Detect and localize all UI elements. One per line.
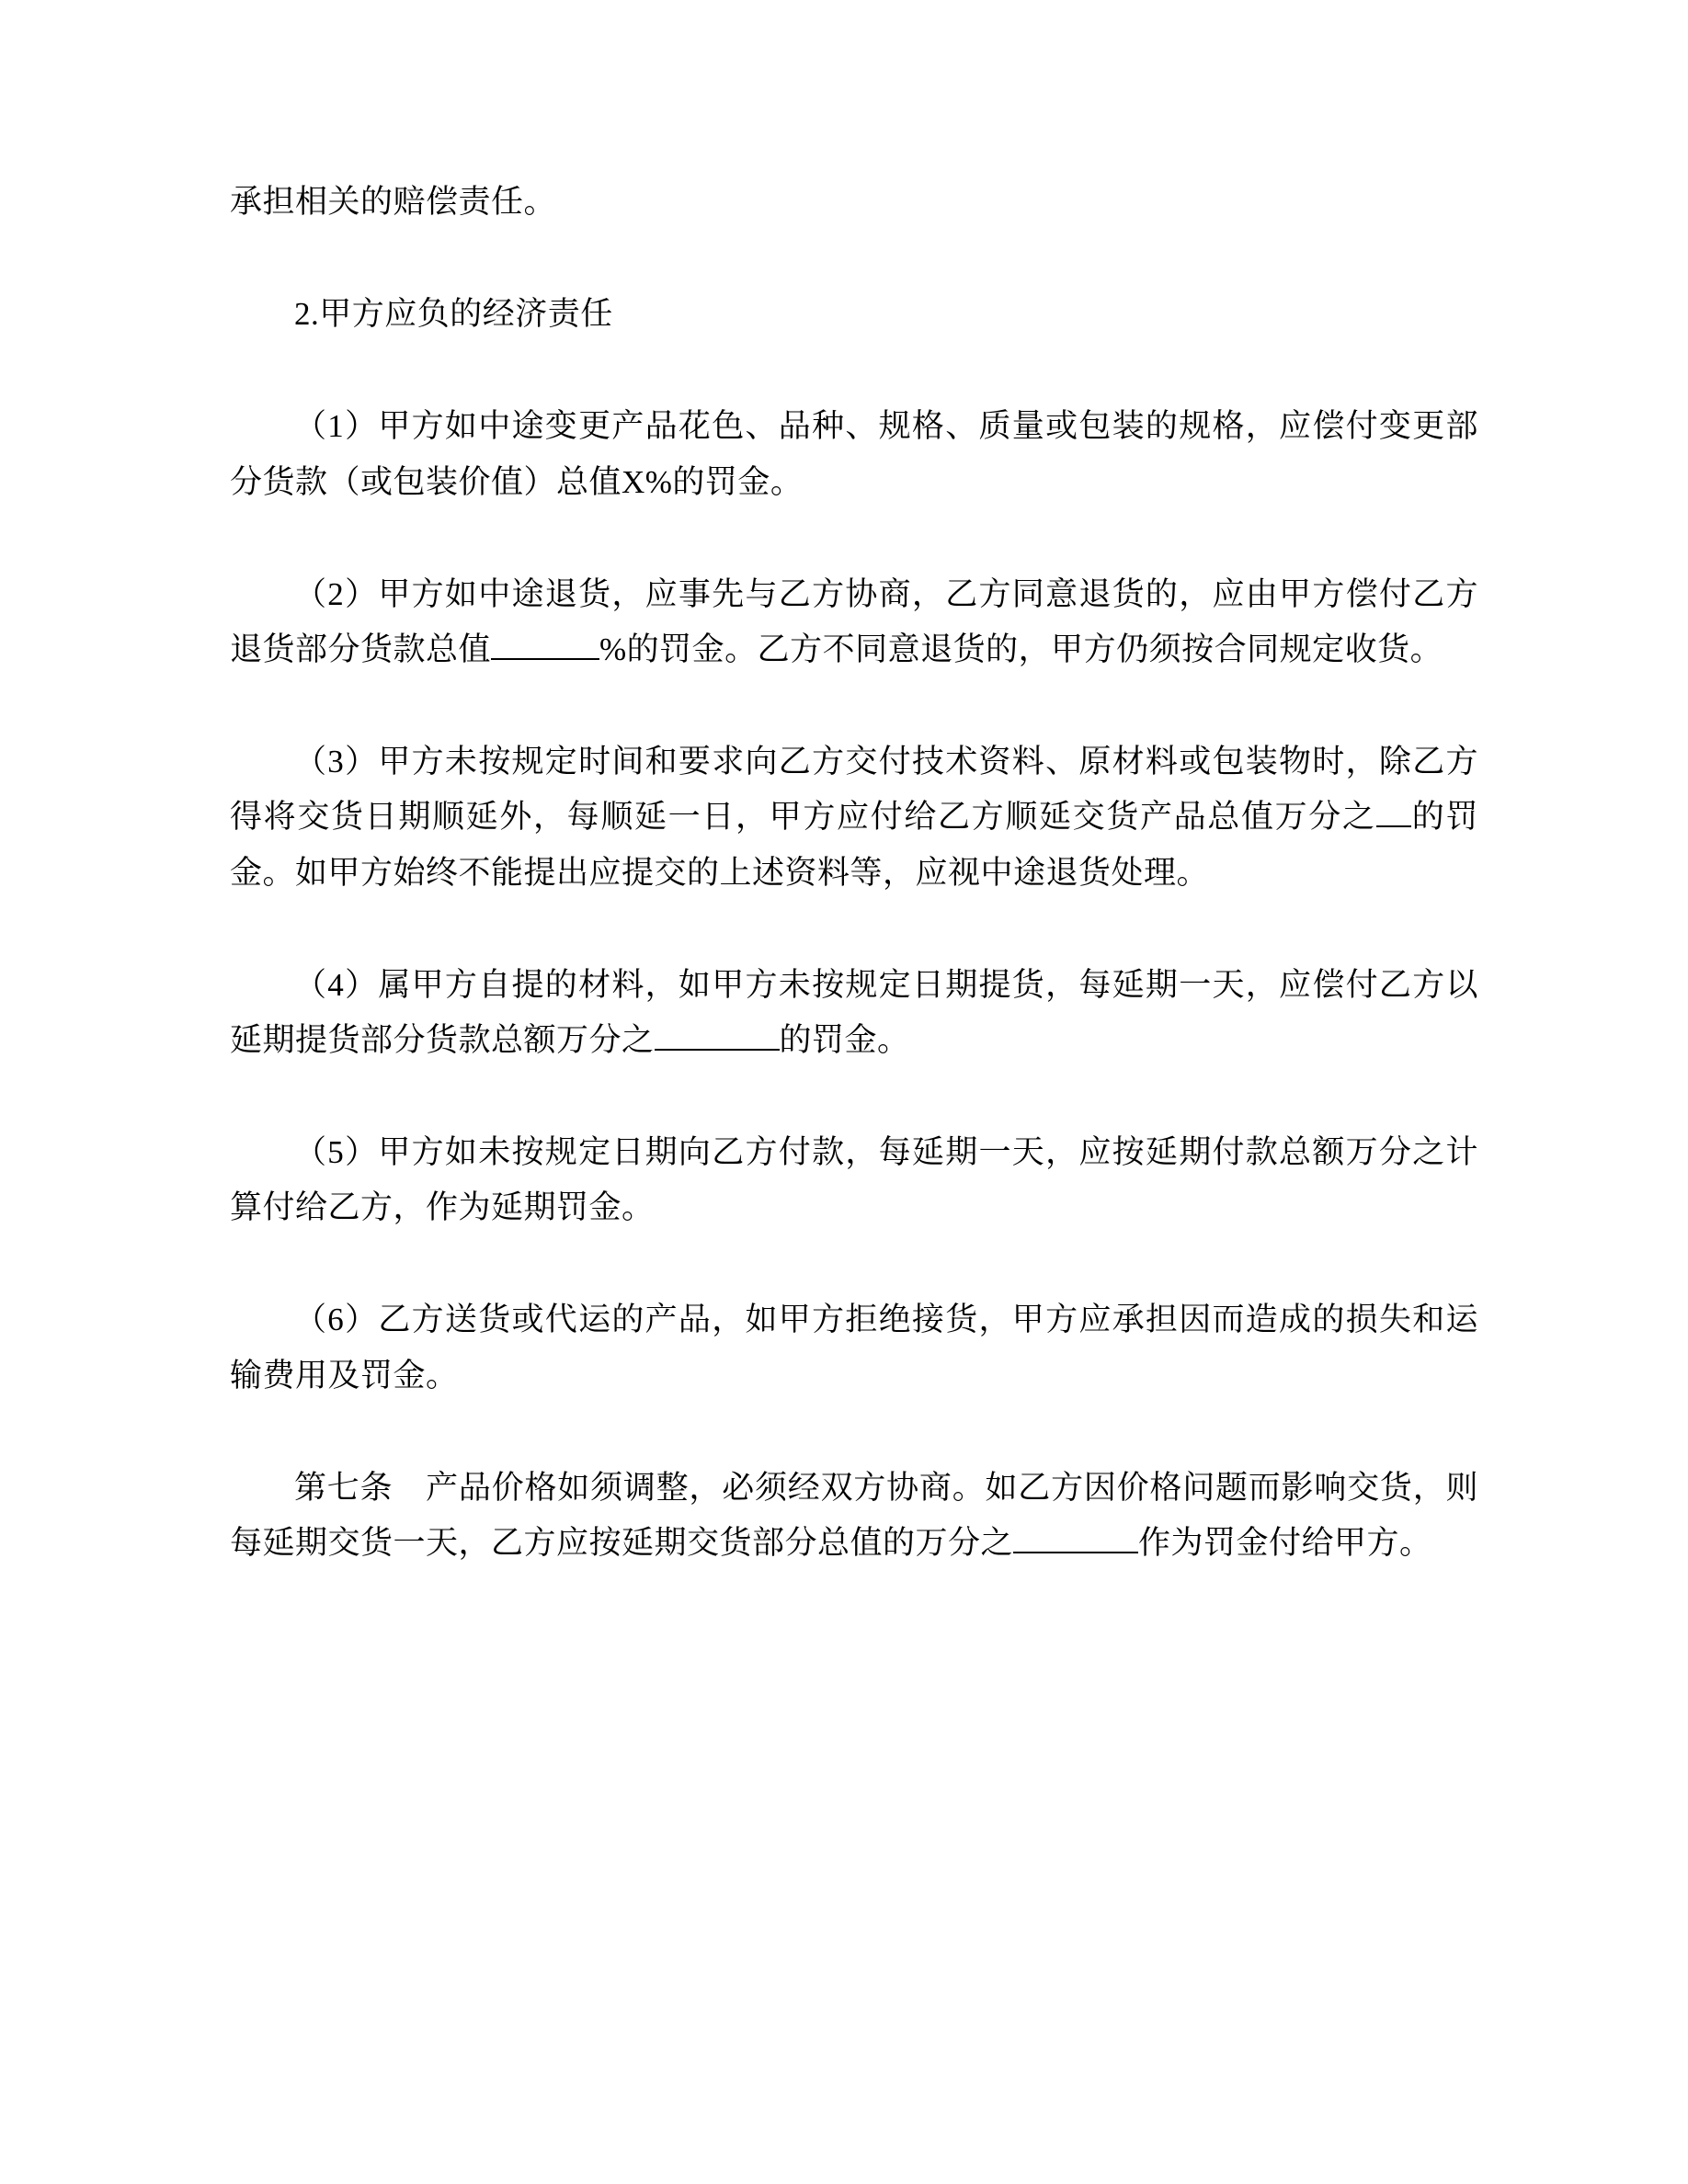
fill-in-blank	[491, 658, 599, 660]
paragraph-text: 2.甲方应负的经济责任	[294, 296, 613, 333]
paragraph-text: （2）甲方如中途退货，应事先与乙方协商，乙方同意退货的，应由甲方偿付乙方退货部分货款总值	[230, 575, 1478, 667]
paragraph-text: 的罚金。	[779, 1021, 910, 1058]
paragraph-item-2	[230, 567, 1478, 677]
paragraph-item-3	[230, 734, 1478, 901]
document-body	[230, 175, 1478, 1571]
paragraph-text: （4）属甲方自提的材料，如甲方未按规定日期提货，每延期一天，应偿付乙方以延期提货部分货款总额万分之	[230, 966, 1478, 1058]
fill-in-blank	[1376, 825, 1411, 827]
paragraph-item-1	[230, 399, 1478, 509]
paragraph-text: （5）甲方如未按规定日期向乙方付款，每延期一天，应按延期付款总额万分之计算付给乙方，作为延期罚金。	[230, 1134, 1478, 1226]
paragraph-item-6	[230, 1292, 1478, 1403]
paragraph-article-7	[230, 1461, 1478, 1571]
paragraph-text: 第七条 产品价格如须调整，必须经双方协商。如乙方因价格问题而影响交货，则每延期交货一天，乙方应按延期交货部分总值的万分之	[230, 1469, 1478, 1561]
paragraph-continuation	[230, 175, 1478, 230]
paragraph-text: （1）甲方如中途变更产品花色、品种、规格、质量或包装的规格，应偿付变更部分货款（或包装价值）总值X%的罚金。	[230, 408, 1478, 500]
paragraph-text: %的罚金。乙方不同意退货的，甲方仍须按合同规定收货。	[599, 631, 1443, 667]
paragraph-item-4	[230, 958, 1478, 1068]
paragraph-text: （6）乙方送货或代运的产品，如甲方拒绝接货，甲方应承担因而造成的损失和运输费用及罚金。	[230, 1302, 1478, 1393]
paragraph-text: 的罚金。如甲方始终不能提出应提交的上述资料等，应视中途退货处理。	[230, 799, 1478, 891]
fill-in-blank	[655, 1049, 780, 1051]
fill-in-blank	[1013, 1552, 1138, 1553]
paragraph-text: 承担相关的赔偿责任。	[230, 184, 557, 220]
paragraph-text: （3）甲方未按规定时间和要求向乙方交付技术资料、原材料或包装物时，除乙方得将交货日期顺延外，每顺延一日，甲方应付给乙方顺延交货产品总值万分之	[230, 744, 1478, 836]
paragraph-item-5	[230, 1125, 1478, 1235]
paragraph-section-2-heading	[230, 287, 1478, 342]
paragraph-text: 作为罚金付给甲方。	[1138, 1525, 1432, 1561]
